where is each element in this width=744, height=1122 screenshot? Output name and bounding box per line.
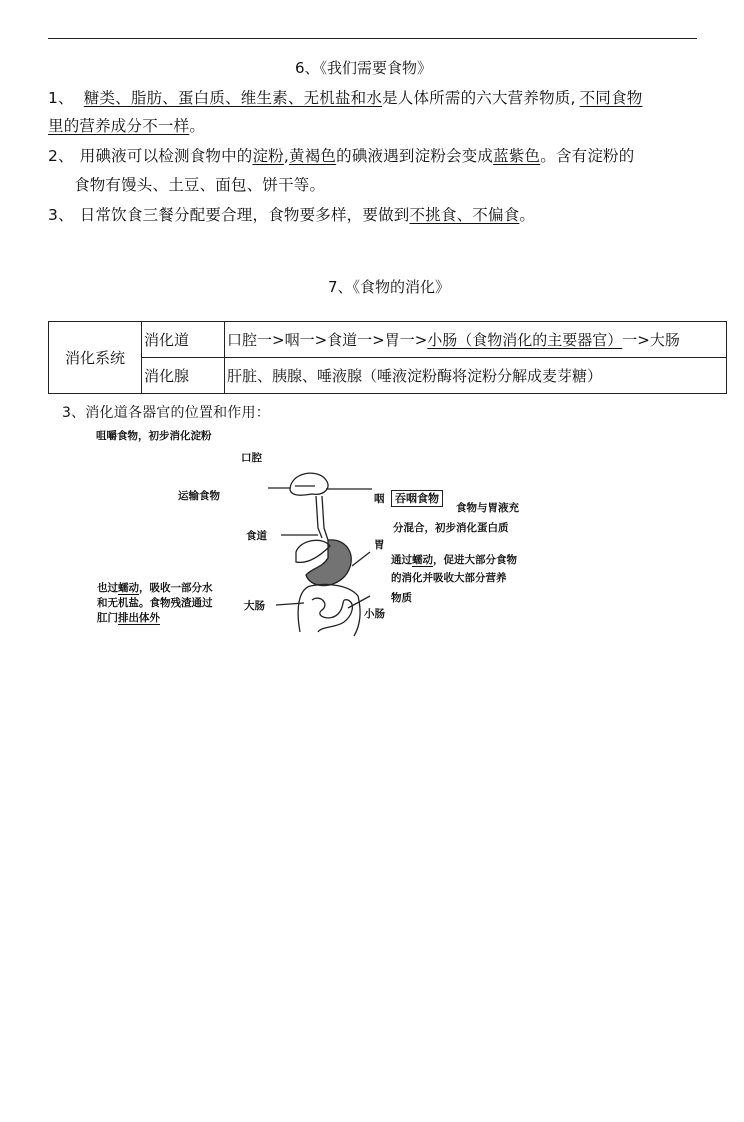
tract-key: 小肠（食物消化的主要器官） (427, 331, 623, 349)
head-outline (290, 473, 328, 495)
gland-value-cell: 肝脏、胰腺、唾液腺（唾液淀粉酶将淀粉分解成麦芽糖） (225, 358, 727, 394)
small-intestine-label: 小肠 (364, 608, 385, 620)
tract-a: 口腔一>咽一>食道一>胃一> (227, 331, 428, 349)
si-func-1a: 通过 (391, 554, 412, 566)
large-intestine-leader (276, 603, 304, 605)
esophagus-tube (316, 496, 322, 538)
table-row-gland (49, 358, 727, 394)
nutrients-text: 糖类、脂肪、蛋白质、维生素、无机盐和水 (83, 89, 383, 107)
li-func-1a: 也过 (97, 582, 118, 594)
starch-text: 淀粉 (252, 147, 284, 165)
stomach-leader (352, 552, 370, 566)
item-3-organs: 3、消化道各器官的位置和作用： (62, 405, 270, 421)
mouth-function: 咀嚼食物，初步消化淀粉 (96, 430, 212, 442)
large-intestine-function-2: 和无机盐。食物残渣通过 (97, 597, 213, 609)
item-2-a: 用碘液可以检测食物中的 (79, 147, 253, 165)
digestive-diagram (0, 400, 744, 640)
system-cell: 消化系统 (49, 322, 142, 394)
no-picky-eating-text: 不挑食、不偏食 (409, 206, 520, 224)
section-6-title: 6、《我们需要食物》 (295, 59, 433, 77)
large-intestine-function-1 (97, 581, 213, 596)
section-7-title: 7、《食物的消化》 (328, 278, 451, 296)
anus-text: 肛门 (97, 612, 118, 624)
small-intestine-function-2: 的消化并吸收大部分营养 (391, 572, 507, 584)
item-2-b: , (283, 147, 290, 165)
item-2-c: 的碘液遇到淀粉会变成 (336, 147, 494, 165)
small-intestine-shape (312, 598, 352, 632)
excrete-text: 排出体外 (118, 612, 160, 624)
item-1-number: 1、 (48, 89, 74, 107)
item-1-diff-a: 不同食物 (579, 89, 643, 107)
large-intestine-function-3 (97, 611, 160, 626)
si-peristalsis: 蠕动 (412, 554, 433, 566)
swallow-box: 吞咽食物 (391, 490, 443, 507)
table-row-tract (49, 322, 727, 358)
item-3-a: 日常饮食三餐分配要合理，食物要多样，要做到 (79, 206, 410, 224)
purple-text: 蓝紫色 (493, 147, 541, 165)
gland-label-cell: 消化腺 (142, 358, 225, 394)
tract-b: 一>大肠 (622, 331, 680, 349)
item-1-diff-b: 里的营养成分不一样 (48, 117, 190, 135)
liver-shape (296, 540, 330, 562)
small-intestine-function-1 (391, 553, 517, 568)
pharynx-label: 咽 (374, 493, 385, 505)
item-3-end: 。 (519, 206, 536, 224)
item-3-number: 3、 (48, 206, 74, 224)
item-1-line-2 (48, 114, 205, 136)
item-1-end: 。 (189, 117, 206, 135)
stomach-function-1: 食物与胃液充 (456, 502, 519, 514)
digestive-system-table (48, 321, 727, 394)
item-2-line-1 (48, 144, 634, 166)
small-intestine-function-3: 物质 (391, 592, 412, 604)
tract-label-cell: 消化道 (142, 322, 225, 358)
large-intestine-shape (298, 584, 360, 636)
item-1-mid: 是人体所需的六大营养物质, (382, 89, 576, 107)
esophagus-label: 食道 (246, 530, 267, 542)
stomach-function-2: 分混合，初步消化蛋白质 (393, 522, 509, 534)
large-intestine-label: 大肠 (244, 600, 265, 612)
item-2-d: 。含有淀粉的 (540, 147, 635, 165)
si-func-1c: ，促进大部分食物 (433, 554, 517, 566)
li-func-1c: ，吸收一部分水 (139, 582, 213, 594)
brown-text: 黄褐色 (289, 147, 337, 165)
item-3-line (48, 203, 535, 225)
item-1-line-1 (48, 86, 642, 108)
tract-value-cell (225, 322, 727, 358)
item-2-line-2: 食物有馒头、土豆、面包、饼干等。 (74, 176, 326, 194)
transport-label: 运输食物 (178, 490, 220, 502)
item-2-number: 2、 (48, 147, 74, 165)
stomach-label: 胃 (374, 539, 385, 551)
top-rule (48, 38, 697, 39)
mouth-label: 口腔 (241, 452, 262, 464)
li-peristalsis: 蠕动 (118, 582, 139, 594)
esophagus-tube-2 (322, 496, 328, 540)
